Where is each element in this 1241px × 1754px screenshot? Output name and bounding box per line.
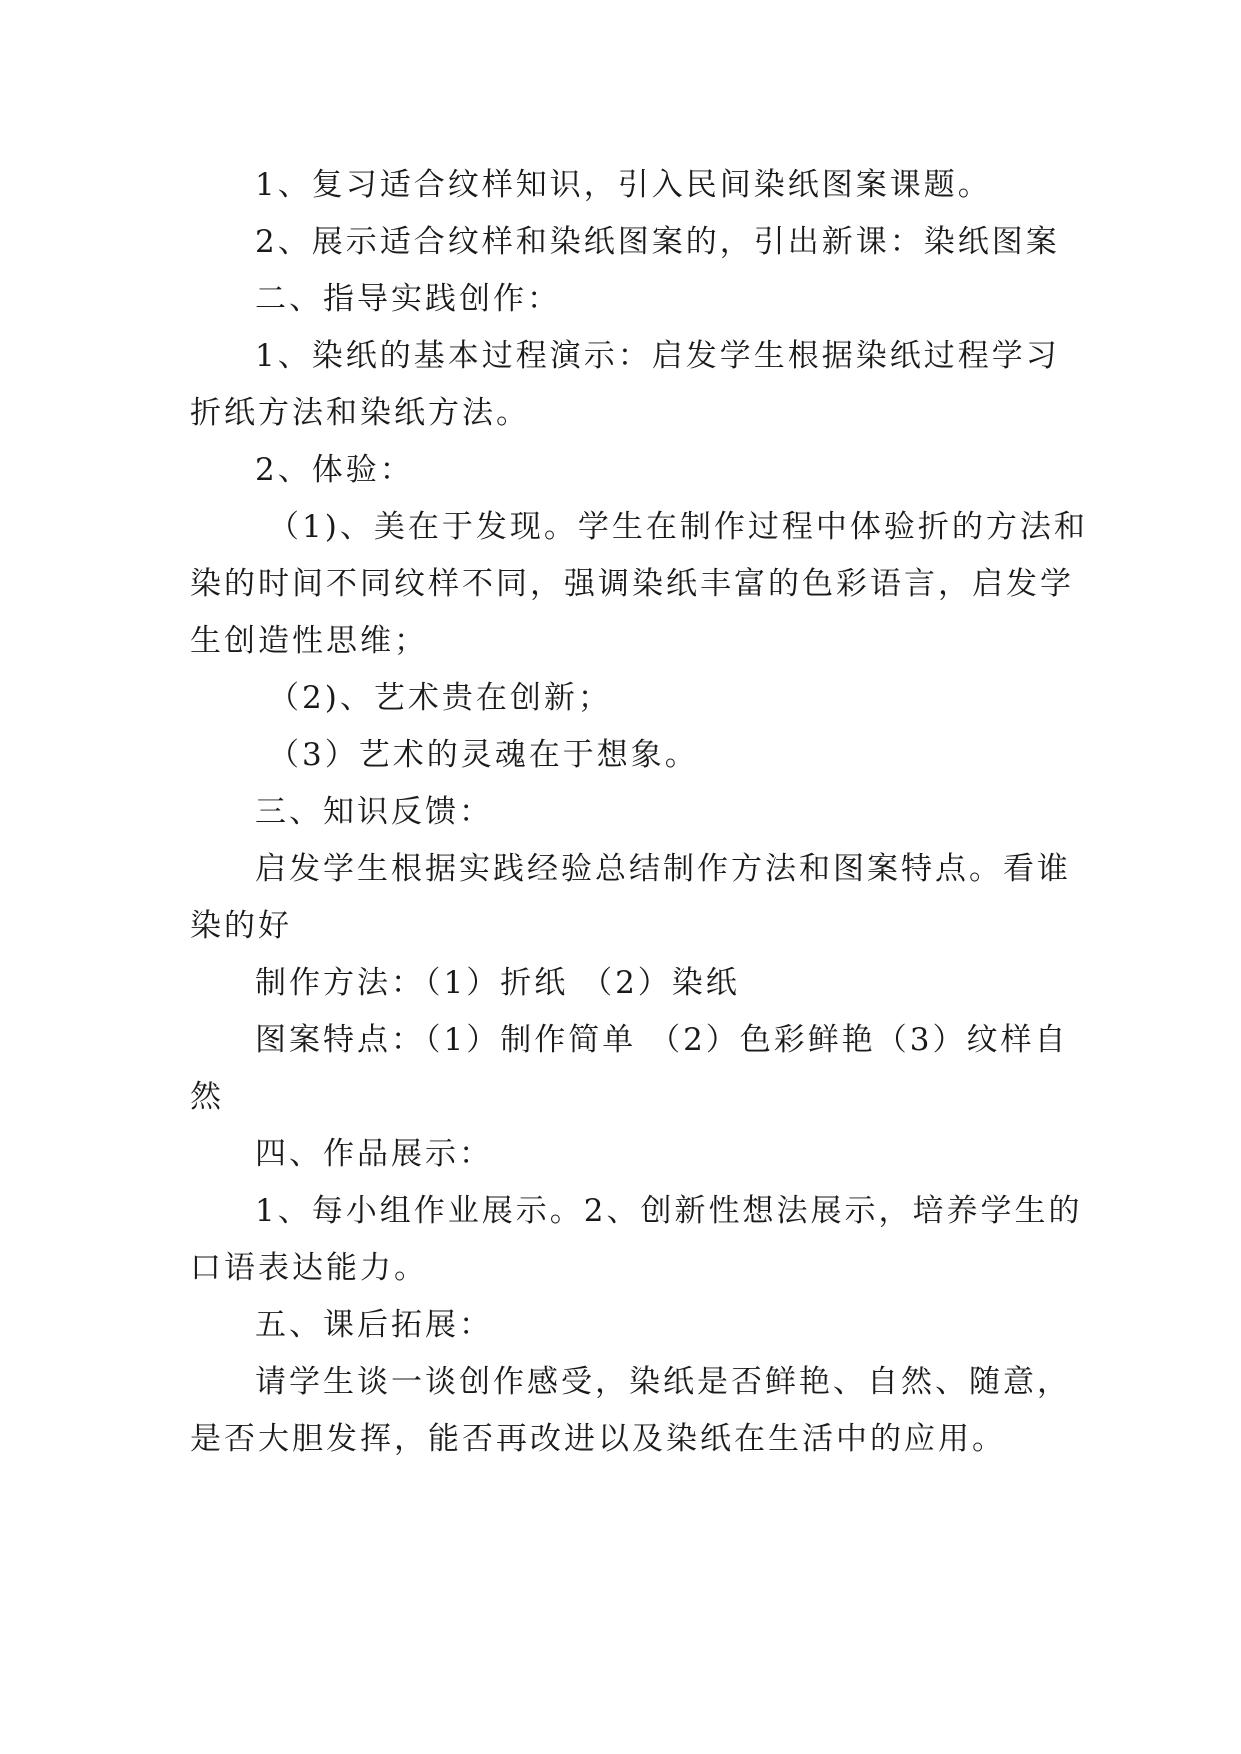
paragraph-line: 染的好	[190, 908, 292, 944]
paragraph-line: 1、每小组作业展示。2、创新性想法展示，培养学生的	[255, 1193, 1083, 1229]
paragraph-line: 启发学生根据实践经验总结制作方法和图案特点。看谁	[255, 851, 1071, 887]
section-heading: 四、作品展示：	[255, 1136, 493, 1172]
paragraph-line: 染的时间不同纹样不同，强调染纸丰富的色彩语言，启发学	[190, 566, 1074, 602]
section-heading: 二、指导实践创作：	[255, 281, 561, 317]
paragraph-line: （1)、美在于发现。学生在制作过程中体验折的方法和	[268, 509, 1088, 545]
paragraph-line: 然	[190, 1079, 224, 1115]
section-heading: 五、课后拓展：	[255, 1307, 493, 1343]
paragraph-line: 请学生谈一谈创作感受，染纸是否鲜艳、自然、随意，	[255, 1364, 1071, 1400]
paragraph-line: 图案特点：（1）制作简单 （2）色彩鲜艳（3）纹样自	[255, 1022, 1069, 1058]
section-heading: 三、知识反馈：	[255, 794, 493, 830]
paragraph-line: 2、展示适合纹样和染纸图案的，引出新课：染纸图案	[255, 224, 1060, 260]
paragraph-line: 生创造性思维；	[190, 623, 428, 659]
paragraph-line: 1、染纸的基本过程演示：启发学生根据染纸过程学习	[255, 338, 1060, 374]
paragraph-line: （2)、艺术贵在创新；	[268, 680, 612, 716]
paragraph-line: 2、体验：	[255, 452, 414, 488]
paragraph-line: 折纸方法和染纸方法。	[190, 395, 530, 431]
paragraph-line: 制作方法：（1）折纸 （2）染纸	[255, 965, 740, 1001]
paragraph-line: 是否大胆发挥，能否再改进以及染纸在生活中的应用。	[190, 1421, 1006, 1457]
paragraph-line: 1、复习适合纹样知识，引入民间染纸图案课题。	[255, 167, 992, 203]
paragraph-line: 口语表达能力。	[190, 1250, 428, 1286]
paragraph-line: （3）艺术的灵魂在于想象。	[268, 737, 699, 773]
